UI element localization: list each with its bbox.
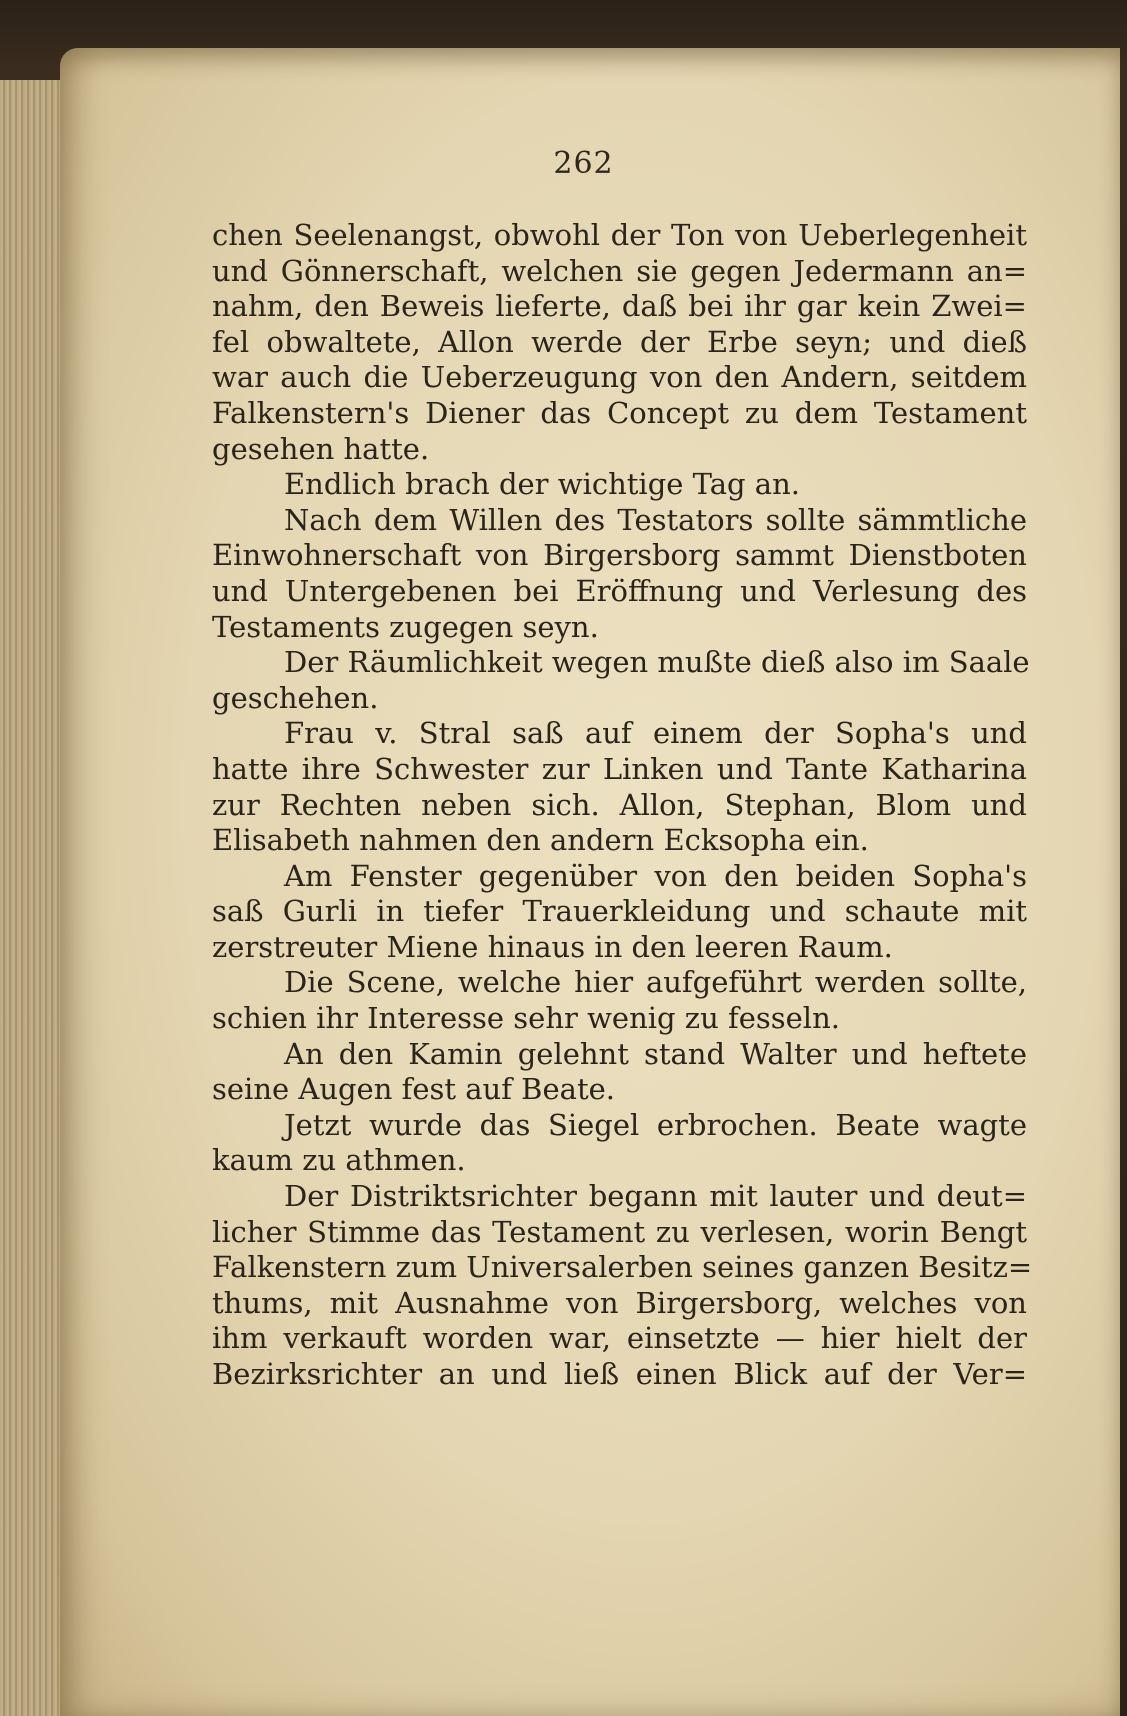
text-line: Der Distriktsrichter begann mit lauter und deut=	[284, 1179, 1027, 1214]
text-line: licher Stimme das Testament zu verlesen, worin Bengt	[212, 1214, 1027, 1249]
text-line: chen Seelenangst, obwohl der Ton von Ueberlegenheit	[212, 218, 1027, 252]
text-line: und Gönnerschaft, welchen sie gegen Jedermann an=	[212, 253, 1027, 288]
text-line: schien ihr Interesse sehr wenig zu fesseln.	[212, 1001, 840, 1036]
text-line: Jetzt wurde das Siegel erbrochen. Beate wagte	[284, 1107, 1027, 1142]
text-line: kaum zu athmen.	[212, 1143, 466, 1178]
text-line: gesehen hatte.	[212, 431, 430, 466]
text-line: thums, mit Ausnahme von Birgersborg, welches von	[212, 1285, 1027, 1320]
text-line: Der Räumlichkeit wegen mußte dieß also im Saale	[284, 645, 1030, 680]
text-line: Endlich brach der wichtige Tag an.	[284, 467, 800, 502]
text-line: Am Fenster gegenüber von den beiden Sopha's	[284, 858, 1027, 893]
text-line: Nach dem Willen des Testators sollte sämmtliche	[284, 502, 1027, 537]
text-line: Einwohnerschaft von Birgersborg sammt Dienstboten	[212, 538, 1027, 573]
text-line: Testaments zugegen seyn.	[212, 609, 599, 644]
text-line: hatte ihre Schwester zur Linken und Tante Katharina	[212, 751, 1027, 786]
text-line: und Untergebenen bei Eröffnung und Verlesung des	[212, 573, 1027, 608]
text-line: ihm verkauft worden war, einsetzte — hier hielt der	[212, 1321, 1027, 1356]
body-text	[212, 218, 1033, 1393]
text-line: saß Gurli in tiefer Trauerkleidung und schaute mit	[212, 894, 1027, 929]
text-line: Frau v. Stral saß auf einem der Sopha's und	[284, 716, 1027, 751]
text-line: Elisabeth nahmen den andern Ecksopha ein.	[212, 823, 869, 858]
page-number: 262	[553, 146, 614, 181]
text-line: Die Scene, welche hier aufgeführt werden sollte,	[284, 965, 1027, 1000]
text-line: war auch die Ueberzeugung von den Andern, seitdem	[212, 360, 1027, 395]
text-line: zerstreuter Miene hinaus in den leeren Raum.	[212, 929, 893, 964]
text-line: geschehen.	[212, 680, 379, 715]
text-line: seine Augen fest auf Beate.	[212, 1072, 615, 1107]
text-line: Falkenstern zum Universalerben seines ganzen Besitz=	[212, 1250, 1033, 1285]
text-line: fel obwaltete, Allon werde der Erbe seyn; und dieß	[212, 324, 1027, 359]
text-line: Falkenstern's Diener das Concept zu dem Testament	[212, 395, 1027, 430]
text-line: Bezirksrichter an und ließ einen Blick auf der Ver=	[212, 1357, 1027, 1391]
text-line: An den Kamin gelehnt stand Walter und heftete	[284, 1036, 1027, 1071]
text-line: zur Rechten neben sich. Allon, Stephan, Blom und	[212, 787, 1027, 822]
text-line: nahm, den Beweis lieferte, daß bei ihr gar kein Zwei=	[212, 289, 1027, 324]
